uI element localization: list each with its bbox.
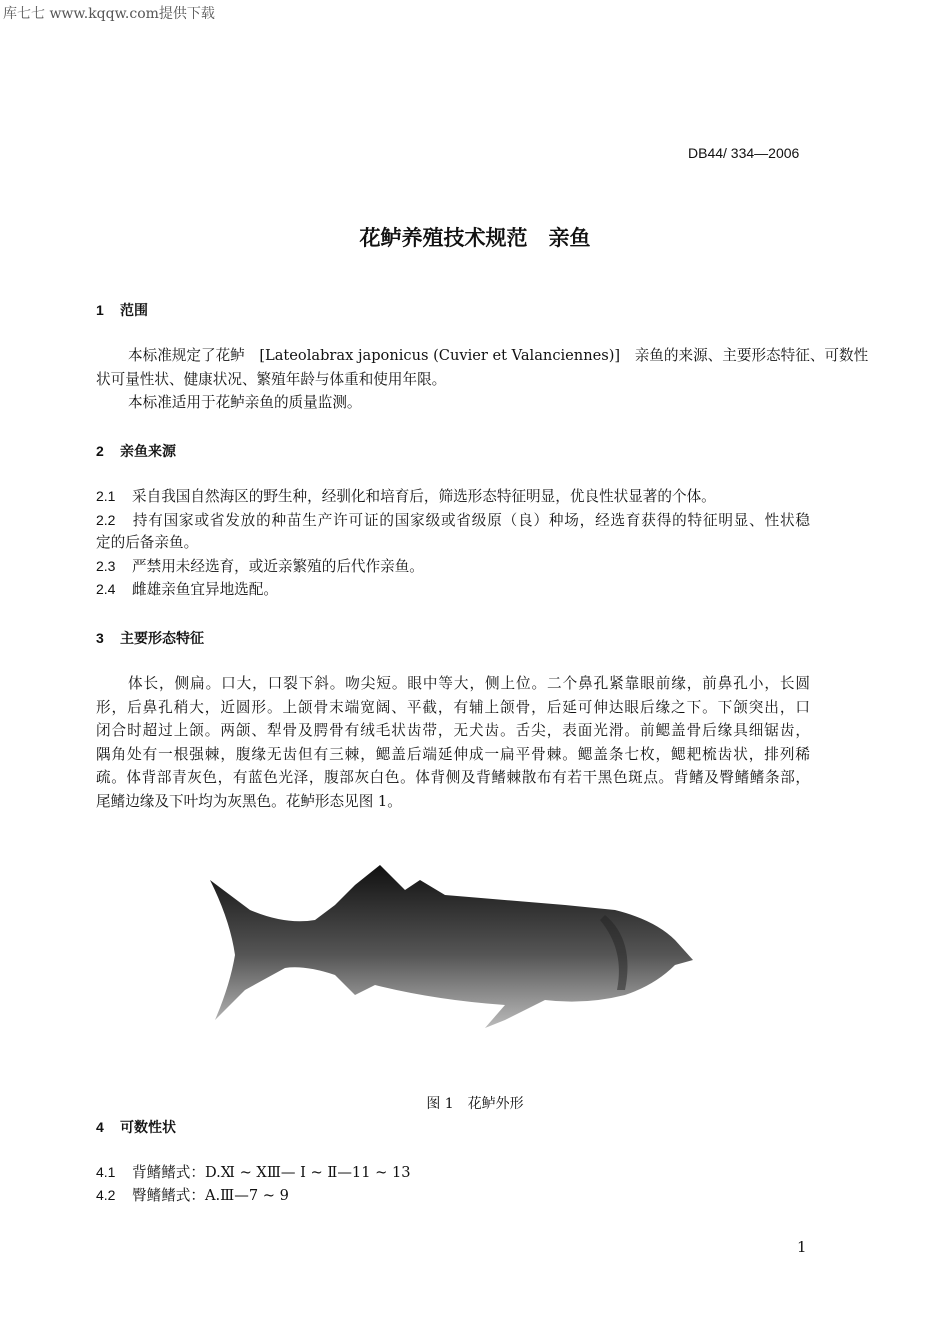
section-4-heading [96,1117,176,1137]
paragraph-line: 闭合时超过上颌。两颌、犁骨及腭骨有绒毛状齿带，无犬齿。舌尖，表面光滑。前鳃盖骨后缘具细锯齿， [96,722,810,739]
paragraph-line: 本标准规定了花鲈 [Lateolabrax japonicus (Cuvier et Valanciennes)] 亲鱼的来源、主要形态特征、可数性 [128,347,869,364]
clause-2-3 [96,555,810,577]
clause-text: 严禁用未经选育，或近亲繁殖的后代作亲鱼。 [132,558,424,575]
clause-2-2 [96,509,810,531]
section-title: 亲鱼来源 [120,444,176,460]
clause-text: 持有国家或省发放的种苗生产许可证的国家级或省级原（良）种场，经选育获得的特征明显、性状稳 [132,512,810,529]
section-title: 可数性状 [120,1120,176,1136]
figure-caption: 图 1 花鲈外形 [426,1096,524,1112]
paragraph-line: 本标准适用于花鲈亲鱼的质量监测。 [128,394,362,411]
section-3-heading [96,628,204,648]
clause-text: 背鳍鳍式：D.Ⅺ ~ ⅩⅢ— Ⅰ ~ Ⅱ—11 ~ 13 [132,1164,411,1181]
document-code: DB44/ 334—2006 [688,145,800,161]
clause-number: 4.1 [96,1164,116,1180]
clause-text: 臀鳍鳍式：A.Ⅲ—7 ~ 9 [132,1187,289,1204]
section-number: 1 [96,302,104,318]
paragraph-line: 疏。体背部青灰色，有蓝色光泽，腹部灰白色。体背侧及背鳍棘散布有若干黑色斑点。背鳍及臀鳍鳍条部， [96,769,810,786]
watermark: 库七七 www.kqqw.com提供下载 [3,6,215,22]
section-title: 范围 [120,303,148,319]
paragraph-line: 形，后鼻孔稍大，近圆形。上颌骨末端宽阔、平截，有辅上颌骨，后延可伸达眼后缘之下。下颌突出，口 [96,699,810,716]
paragraph-line: 体长，侧扁。口大，口裂下斜。吻尖短。眼中等大，侧上位。二个鼻孔紧靠眼前缘，前鼻孔小，长圆 [128,675,810,692]
paragraph-line: 尾鳍边缘及下叶均为灰黑色。花鲈形态见图 1。 [96,793,402,810]
fish-illustration [205,850,700,1040]
clause-4-2 [96,1184,810,1206]
section-2-heading [96,441,176,461]
clause-text: 雌雄亲鱼宜异地选配。 [132,581,278,598]
paragraph-line: 隅角处有一根强棘，腹缘无齿但有三棘，鳃盖后端延伸成一扁平骨棘。鳃盖条七枚，鳃耙梳齿状，排列稀 [96,746,810,763]
clause-2-1 [96,485,810,507]
section-1-heading [96,300,148,320]
clause-2-4 [96,578,810,600]
page-number: 1 [797,1238,807,1256]
section-number: 2 [96,443,104,459]
paragraph-line: 状可量性状、健康状况、繁殖年龄与体重和使用年限。 [96,371,447,388]
clause-4-1 [96,1161,810,1183]
clause-number: 2.2 [96,512,116,528]
section-number: 4 [96,1119,104,1135]
section-number: 3 [96,630,104,646]
clause-number: 2.1 [96,488,116,504]
clause-text: 采自我国自然海区的野生种，经驯化和培育后，筛选形态特征明显，优良性状显著的个体。 [132,488,716,505]
clause-number: 4.2 [96,1187,116,1203]
clause-number: 2.3 [96,558,116,574]
clause-2-2-continued: 定的后备亲鱼。 [96,534,199,551]
clause-number: 2.4 [96,581,116,597]
section-title: 主要形态特征 [120,631,204,647]
page-title: 花鲈养殖技术规范 亲鱼 [359,226,591,250]
